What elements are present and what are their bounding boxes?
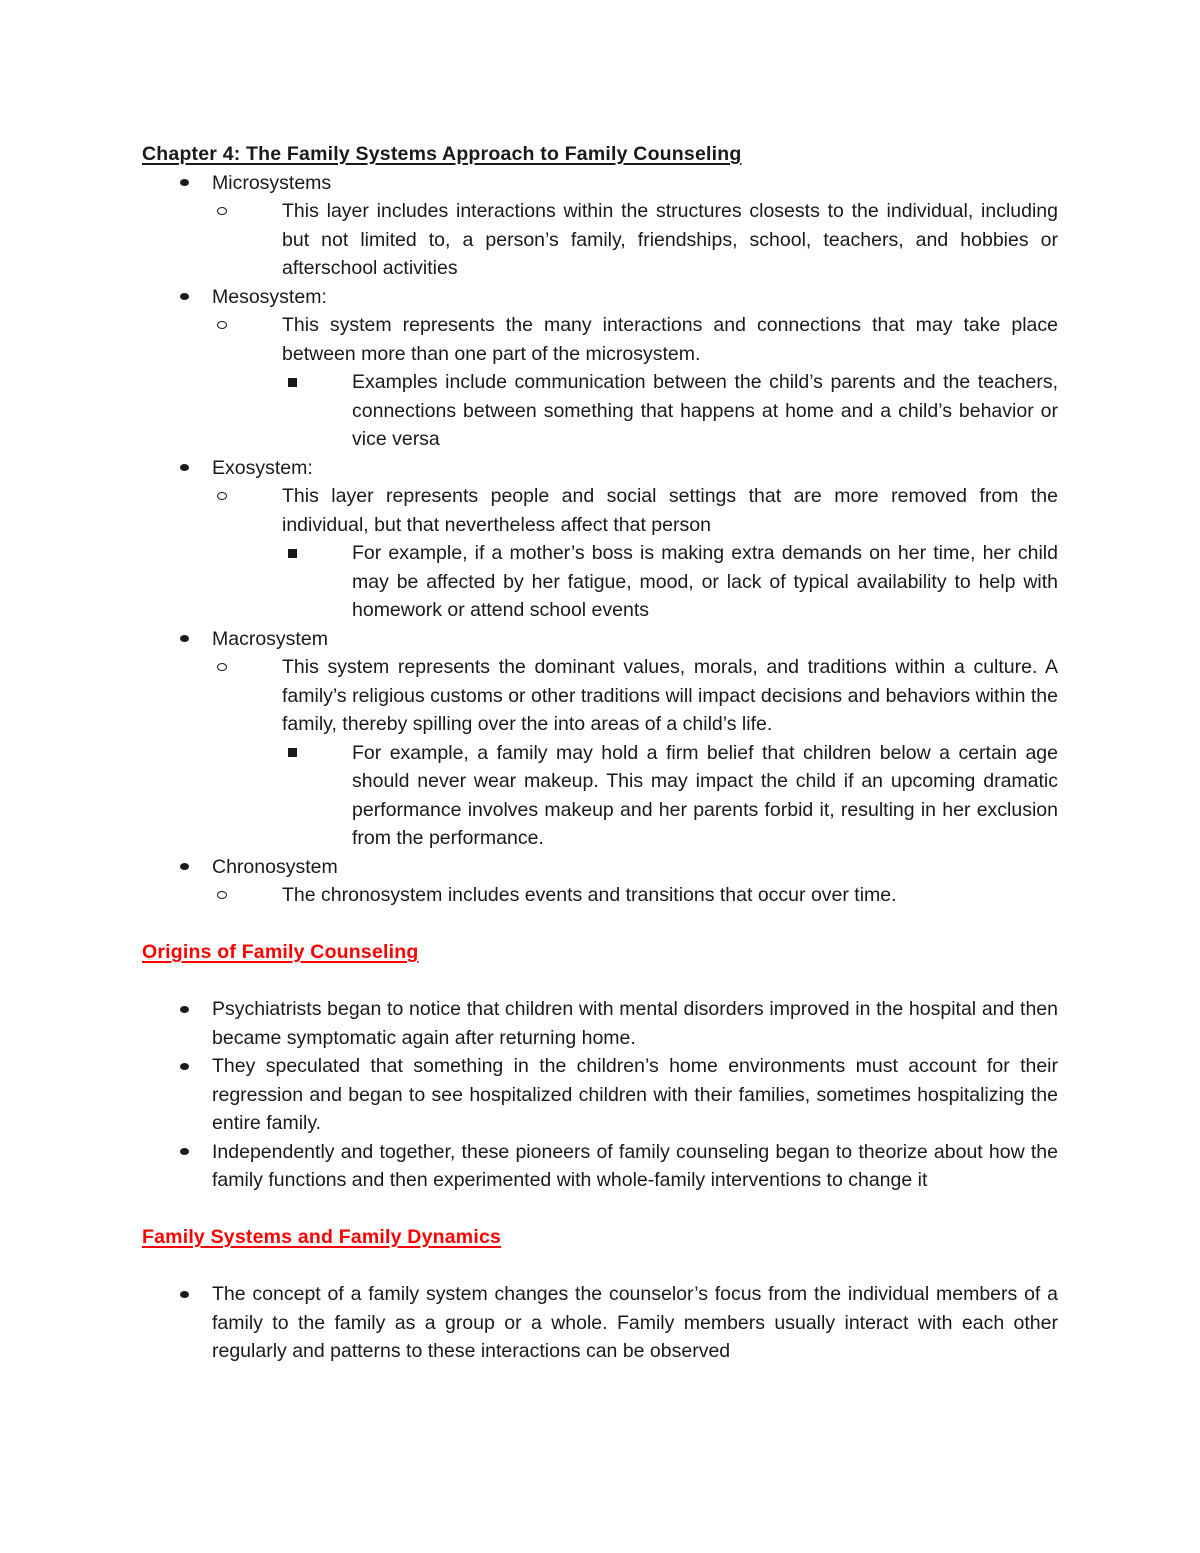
list-item [142,454,1058,625]
spacer [142,967,1058,996]
square-bullet-icon [282,739,302,768]
disc-bullet-icon [174,1280,194,1309]
sublist [142,197,1058,283]
square-bullet-icon [282,539,302,568]
list-item [282,482,1058,625]
system-title: Mesosystem: [212,285,327,308]
origins-list [142,995,1058,1195]
sublist [142,311,1058,454]
system-title: Exosystem: [212,456,313,479]
list-item [282,311,1058,454]
system-description: This layer includes interactions within the structures closests to the individual, including but not limited to, a person’s family, friendships, school, teachers, and hobbies or afterschool activities [282,200,1058,279]
list-item [142,995,1058,1052]
spacer [142,910,1058,939]
systems-list [142,169,1058,910]
circle-bullet-icon [212,653,232,682]
list-item [282,197,1058,283]
disc-bullet-icon [174,995,194,1024]
spacer [142,1252,1058,1281]
disc-bullet-icon [174,853,194,882]
disc-bullet-icon [174,1138,194,1167]
system-example: Examples include communication between the child’s parents and the teachers, connections between something that happens at home and a child’s behavior or vice versa [352,371,1058,450]
list-item [142,1280,1058,1366]
list-item [142,283,1058,454]
list-item [142,853,1058,910]
disc-bullet-icon [174,1052,194,1081]
system-title: Chronosystem [212,855,338,878]
system-title: Macrosystem [212,627,328,650]
dynamics-heading: Family Systems and Family Dynamics [142,1226,502,1248]
spacer [142,1195,1058,1224]
disc-bullet-icon [174,169,194,198]
dynamics-list [142,1280,1058,1366]
list-item [142,1052,1058,1138]
system-description: The chronosystem includes events and transitions that occur over time. [282,884,897,906]
system-title: Microsystems [212,171,332,194]
sublist [142,653,1058,853]
origins-point: They speculated that something in the children’s home environments must account for their regression and began to see hospitalized children with their families, sometimes hospitalizing the entire family. [212,1055,1058,1134]
sub-sublist [212,739,1058,853]
system-example: For example, a family may hold a firm belief that children below a certain age should never wear makeup. This may impact the child if an upcoming dramatic performance involves makeup and her parents forbid it, resulting in her exclusion from the performance. [352,741,1058,849]
circle-bullet-icon [212,197,232,226]
origins-point: Psychiatrists began to notice that children with mental disorders improved in the hospital and then became symptomatic again after returning home. [212,998,1058,1049]
circle-bullet-icon [212,881,232,910]
system-description: This system represents the many interactions and connections that may take place between more than one part of the microsystem. [282,314,1058,365]
sublist [142,881,1058,910]
system-description: This layer represents people and social settings that are more removed from the individual, but that nevertheless affect that person [282,485,1058,536]
system-example: For example, if a mother’s boss is making extra demands on her time, her child may be affected by her fatigue, mood, or lack of typical availability to help with homework or attend school events [352,542,1058,621]
list-item [142,169,1058,283]
list-item [142,625,1058,853]
origins-point: Independently and together, these pioneers of family counseling began to theorize about how the family functions and then experimented with whole-family interventions to change it [212,1140,1058,1191]
dynamics-point: The concept of a family system changes the counselor’s focus from the individual members of a family to the family as a group or a whole. Family members usually interact with each other regularly and patterns to these interactions can be observed [212,1283,1058,1362]
circle-bullet-icon [212,311,232,340]
disc-bullet-icon [174,625,194,654]
list-item [282,881,1058,910]
disc-bullet-icon [174,454,194,483]
origins-heading: Origins of Family Counseling [142,941,419,963]
system-description: This system represents the dominant values, morals, and traditions within a culture. A family’s religious customs or other traditions will impact decisions and behaviors within the family, thereby spilling over the into areas of a child’s life. [282,656,1058,735]
sublist [142,482,1058,625]
document-page [142,140,1058,1366]
list-item [352,368,1058,454]
square-bullet-icon [282,368,302,397]
chapter-heading: Chapter 4: The Family Systems Approach to Family Counseling [142,143,742,165]
disc-bullet-icon [174,283,194,312]
list-item [352,539,1058,625]
list-item [282,653,1058,853]
list-item [142,1138,1058,1195]
circle-bullet-icon [212,482,232,511]
sub-sublist [212,539,1058,625]
sub-sublist [212,368,1058,454]
list-item [352,739,1058,853]
